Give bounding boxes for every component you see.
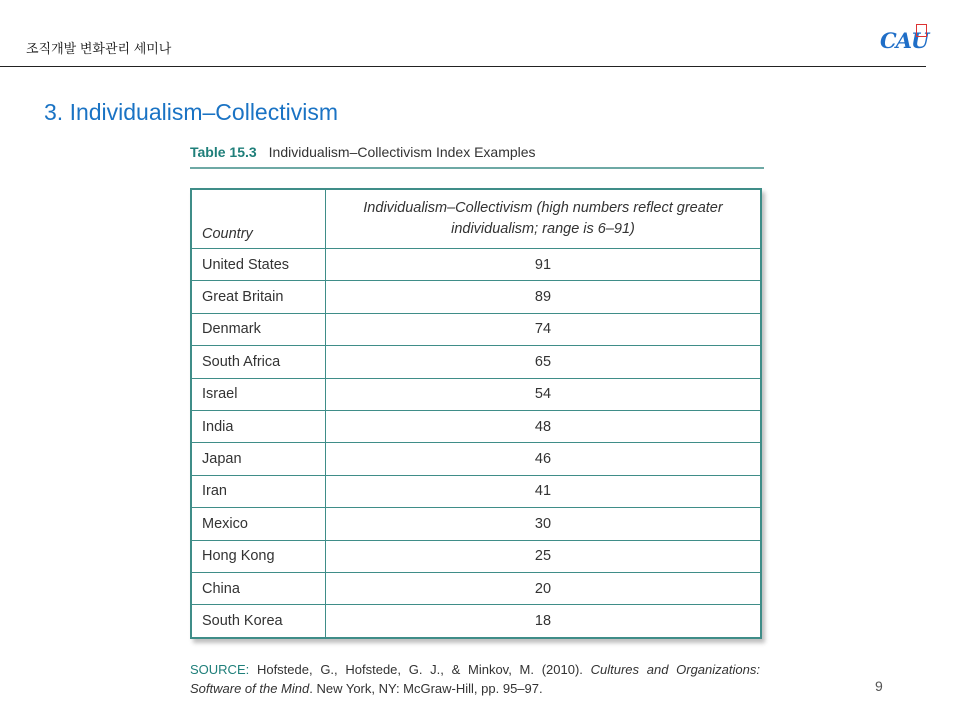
country-cell: South Africa (192, 346, 326, 378)
country-cell: Japan (192, 443, 326, 475)
table-row (192, 378, 761, 410)
table-row (192, 443, 761, 475)
logo-mark-icon (916, 24, 927, 37)
table-body (192, 249, 761, 638)
table-row (192, 410, 761, 442)
table-caption-title: Individualism–Collectivism Index Examples (268, 144, 536, 160)
index-value-cell: 25 (326, 540, 761, 572)
index-value-cell: 65 (326, 346, 761, 378)
table-header-row (192, 190, 761, 249)
index-value-cell: 91 (326, 249, 761, 281)
index-value-cell: 20 (326, 572, 761, 604)
index-value-cell: 41 (326, 475, 761, 507)
country-cell: South Korea (192, 605, 326, 637)
table-row (192, 572, 761, 604)
source-authors: Hofstede, G., Hofstede, G. J., & Minkov, M. (2010). (256, 662, 583, 677)
table-row (192, 540, 761, 572)
table-row (192, 475, 761, 507)
table-row (192, 508, 761, 540)
country-cell: Israel (192, 378, 326, 410)
country-cell: Iran (192, 475, 326, 507)
source-title: Cultures and Organizations: Software of the Mind (190, 662, 760, 696)
index-value-cell: 46 (326, 443, 761, 475)
source-publisher: . New York, NY: McGraw-Hill, pp. 95–97. (309, 681, 543, 696)
table-row (192, 249, 761, 281)
table-row (192, 313, 761, 345)
country-cell: Denmark (192, 313, 326, 345)
table-area (190, 140, 764, 696)
country-cell: Great Britain (192, 281, 326, 313)
table-caption-number: Table 15.3 (190, 144, 257, 160)
index-value-cell: 30 (326, 508, 761, 540)
country-cell: India (192, 410, 326, 442)
country-cell: Hong Kong (192, 540, 326, 572)
index-value-cell: 48 (326, 410, 761, 442)
index-value-cell: 18 (326, 605, 761, 637)
table-row (192, 605, 761, 637)
header-divider (0, 66, 926, 67)
country-cell: United States (192, 249, 326, 281)
index-value-cell: 89 (326, 281, 761, 313)
index-value-cell: 54 (326, 378, 761, 410)
column-header-country: Country (192, 190, 326, 249)
source-label: SOURCE: (190, 662, 250, 677)
table-caption (190, 140, 764, 165)
column-header-index: Individualism–Collectivism (high numbers reflect greater individualism; range is 6–91) (326, 190, 761, 249)
table-row (192, 281, 761, 313)
data-table-box (190, 188, 762, 639)
index-value-cell: 74 (326, 313, 761, 345)
logo-text: CAU (880, 28, 929, 53)
slide-heading: 3. Individualism–Collectivism (44, 99, 338, 125)
country-cell: China (192, 572, 326, 604)
source-note (190, 660, 760, 698)
country-cell: Mexico (192, 508, 326, 540)
header-title: 조직개발 변화관리 세미나 (26, 41, 172, 56)
page-number: 9 (875, 678, 883, 694)
caption-divider (190, 167, 764, 169)
logo (880, 24, 928, 54)
table-row (192, 346, 761, 378)
data-table (191, 189, 761, 638)
